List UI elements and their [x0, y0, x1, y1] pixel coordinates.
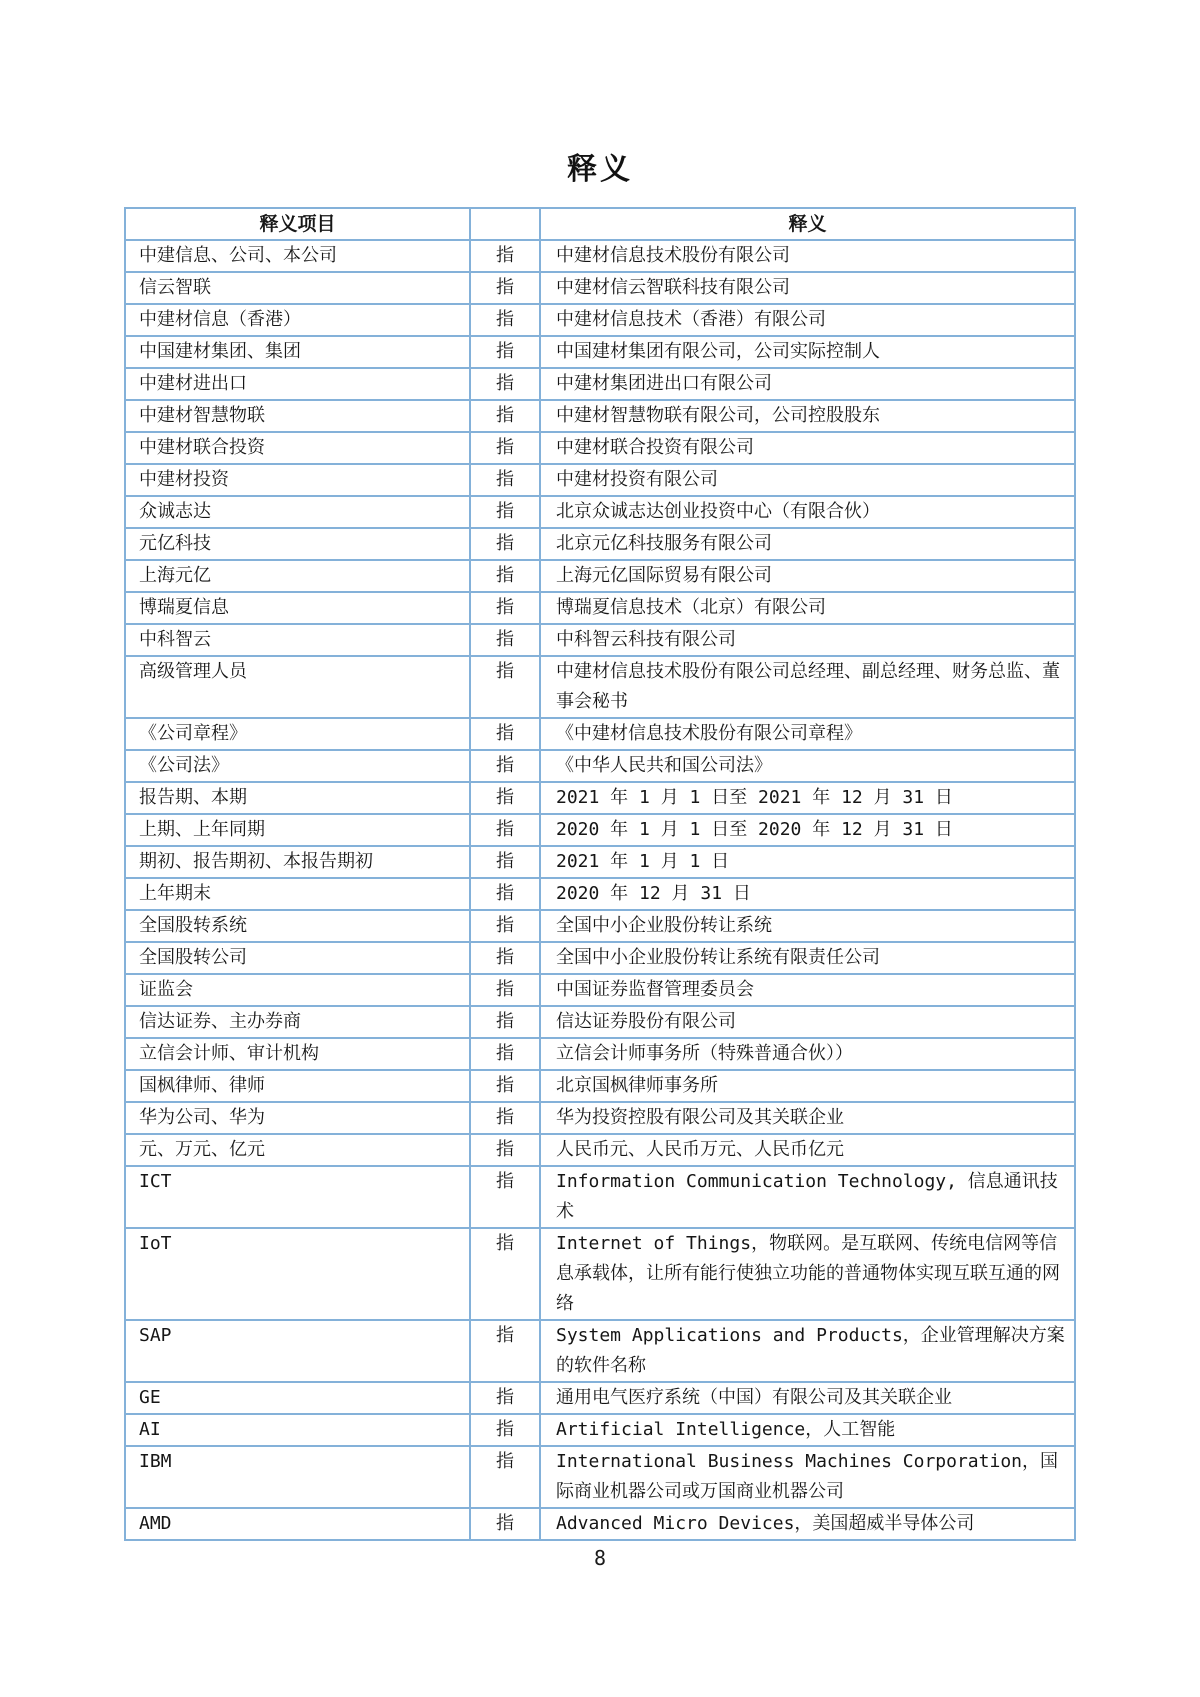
definition-indicator-cell: 指 [470, 1382, 540, 1414]
definition-term-cell: 元、万元、亿元 [125, 1134, 470, 1166]
table-row [125, 1166, 1075, 1228]
definition-indicator-cell: 指 [470, 1508, 540, 1540]
definition-text-cell: 中建材集团进出口有限公司 [540, 368, 1075, 400]
definition-indicator-cell: 指 [470, 560, 540, 592]
definition-term-cell: 上年期末 [125, 878, 470, 910]
definition-term-cell: 中建材联合投资 [125, 432, 470, 464]
definition-indicator-cell: 指 [470, 496, 540, 528]
definition-indicator-cell: 指 [470, 1134, 540, 1166]
definition-text-cell: 华为投资控股有限公司及其关联企业 [540, 1102, 1075, 1134]
definition-text-cell: 中国建材集团有限公司，公司实际控制人 [540, 336, 1075, 368]
definition-indicator-cell: 指 [470, 750, 540, 782]
table-row [125, 560, 1075, 592]
definition-indicator-cell: 指 [470, 878, 540, 910]
definition-term-cell: IoT [125, 1228, 470, 1320]
table-row [125, 1508, 1075, 1540]
table-row [125, 1382, 1075, 1414]
definition-indicator-cell: 指 [470, 1038, 540, 1070]
definition-term-cell: 众诚志达 [125, 496, 470, 528]
definition-term-cell: 中科智云 [125, 624, 470, 656]
definition-indicator-cell: 指 [470, 464, 540, 496]
definition-indicator-cell: 指 [470, 1320, 540, 1382]
definition-indicator-cell: 指 [470, 240, 540, 272]
definition-term-cell: AI [125, 1414, 470, 1446]
definition-term-cell: 中建材投资 [125, 464, 470, 496]
definition-text-cell: 2021 年 1 月 1 日 [540, 846, 1075, 878]
definition-text-cell: 2021 年 1 月 1 日至 2021 年 12 月 31 日 [540, 782, 1075, 814]
definition-text-cell: 全国中小企业股份转让系统 [540, 910, 1075, 942]
definition-text-cell: 中建材信息技术（香港）有限公司 [540, 304, 1075, 336]
table-row [125, 1006, 1075, 1038]
definition-indicator-cell: 指 [470, 1006, 540, 1038]
table-row [125, 750, 1075, 782]
definition-term-cell: 立信会计师、审计机构 [125, 1038, 470, 1070]
definition-text-cell: 2020 年 12 月 31 日 [540, 878, 1075, 910]
definition-text-cell: 通用电气医疗系统（中国）有限公司及其关联企业 [540, 1382, 1075, 1414]
column-header-definition: 释义 [540, 208, 1075, 240]
definition-indicator-cell: 指 [470, 624, 540, 656]
definition-term-cell: 国枫律师、律师 [125, 1070, 470, 1102]
table-row [125, 368, 1075, 400]
definition-indicator-cell: 指 [470, 400, 540, 432]
definition-text-cell: Artificial Intelligence，人工智能 [540, 1414, 1075, 1446]
definition-indicator-cell: 指 [470, 304, 540, 336]
table-row [125, 592, 1075, 624]
definition-term-cell: 全国股转公司 [125, 942, 470, 974]
definition-text-cell: 北京国枫律师事务所 [540, 1070, 1075, 1102]
table-row [125, 1228, 1075, 1320]
table-row [125, 1446, 1075, 1508]
definition-text-cell: Internet of Things，物联网。是互联网、传统电信网等信息承载体，让所有能行使独立功能的普通物体实现互联互通的网络 [540, 1228, 1075, 1320]
table-row [125, 1038, 1075, 1070]
definition-indicator-cell: 指 [470, 1446, 540, 1508]
definition-term-cell: ICT [125, 1166, 470, 1228]
definition-indicator-cell: 指 [470, 718, 540, 750]
table-row [125, 1320, 1075, 1382]
definition-term-cell: 报告期、本期 [125, 782, 470, 814]
table-row [125, 304, 1075, 336]
definition-text-cell: International Business Machines Corporation，国际商业机器公司或万国商业机器公司 [540, 1446, 1075, 1508]
table-row [125, 1102, 1075, 1134]
table-row [125, 272, 1075, 304]
definition-text-cell: 2020 年 1 月 1 日至 2020 年 12 月 31 日 [540, 814, 1075, 846]
definition-term-cell: AMD [125, 1508, 470, 1540]
definition-text-cell: 中科智云科技有限公司 [540, 624, 1075, 656]
definition-text-cell: 博瑞夏信息技术（北京）有限公司 [540, 592, 1075, 624]
definition-indicator-cell: 指 [470, 910, 540, 942]
definition-term-cell: 上期、上年同期 [125, 814, 470, 846]
definition-text-cell: 中国证券监督管理委员会 [540, 974, 1075, 1006]
column-header-item: 释义项目 [125, 208, 470, 240]
definition-text-cell: 中建材信云智联科技有限公司 [540, 272, 1075, 304]
table-row [125, 814, 1075, 846]
table-row [125, 336, 1075, 368]
definition-term-cell: 《公司法》 [125, 750, 470, 782]
definition-indicator-cell: 指 [470, 592, 540, 624]
definition-indicator-cell: 指 [470, 432, 540, 464]
definition-term-cell: 元亿科技 [125, 528, 470, 560]
table-row [125, 624, 1075, 656]
definition-term-cell: 高级管理人员 [125, 656, 470, 718]
definition-text-cell: 《中建材信息技术股份有限公司章程》 [540, 718, 1075, 750]
definition-indicator-cell: 指 [470, 528, 540, 560]
definition-term-cell: GE [125, 1382, 470, 1414]
definition-text-cell: 中建材智慧物联有限公司，公司控股股东 [540, 400, 1075, 432]
definition-term-cell: 上海元亿 [125, 560, 470, 592]
table-row [125, 782, 1075, 814]
table-row [125, 1414, 1075, 1446]
definition-term-cell: IBM [125, 1446, 470, 1508]
table-row [125, 432, 1075, 464]
table-row [125, 240, 1075, 272]
definition-term-cell: 中建材信息（香港） [125, 304, 470, 336]
table-row [125, 656, 1075, 718]
definition-text-cell: 中建材联合投资有限公司 [540, 432, 1075, 464]
table-row [125, 942, 1075, 974]
table-header-row [125, 208, 1075, 240]
definition-term-cell: 博瑞夏信息 [125, 592, 470, 624]
page-title: 释义 [567, 152, 633, 187]
definition-indicator-cell: 指 [470, 1166, 540, 1228]
table-row [125, 974, 1075, 1006]
table-row [125, 400, 1075, 432]
column-header-mid [470, 208, 540, 240]
table-row [125, 464, 1075, 496]
definition-text-cell: 立信会计师事务所（特殊普通合伙）） [540, 1038, 1075, 1070]
definition-text-cell: Advanced Micro Devices，美国超威半导体公司 [540, 1508, 1075, 1540]
definition-text-cell: 人民币元、人民币万元、人民币亿元 [540, 1134, 1075, 1166]
definition-indicator-cell: 指 [470, 272, 540, 304]
page-number: 8 [593, 1546, 607, 1570]
definition-term-cell: 《公司章程》 [125, 718, 470, 750]
definitions-table [124, 207, 1076, 1541]
table-row [125, 718, 1075, 750]
definition-indicator-cell: 指 [470, 336, 540, 368]
definition-indicator-cell: 指 [470, 1102, 540, 1134]
definition-term-cell: SAP [125, 1320, 470, 1382]
table-row [125, 528, 1075, 560]
definition-text-cell: 中建材信息技术股份有限公司总经理、副总经理、财务总监、董事会秘书 [540, 656, 1075, 718]
definition-indicator-cell: 指 [470, 368, 540, 400]
definition-text-cell: 全国中小企业股份转让系统有限责任公司 [540, 942, 1075, 974]
definition-text-cell: 中建材投资有限公司 [540, 464, 1075, 496]
definition-text-cell: 《中华人民共和国公司法》 [540, 750, 1075, 782]
definition-indicator-cell: 指 [470, 814, 540, 846]
definition-term-cell: 期初、报告期初、本报告期初 [125, 846, 470, 878]
definition-indicator-cell: 指 [470, 1414, 540, 1446]
definition-term-cell: 华为公司、华为 [125, 1102, 470, 1134]
table-row [125, 1070, 1075, 1102]
definition-term-cell: 证监会 [125, 974, 470, 1006]
table-row [125, 878, 1075, 910]
definition-indicator-cell: 指 [470, 942, 540, 974]
table-row [125, 496, 1075, 528]
definition-text-cell: 信达证券股份有限公司 [540, 1006, 1075, 1038]
definition-term-cell: 中建材智慧物联 [125, 400, 470, 432]
definition-term-cell: 中建材进出口 [125, 368, 470, 400]
definition-indicator-cell: 指 [470, 1228, 540, 1320]
definition-indicator-cell: 指 [470, 656, 540, 718]
definition-term-cell: 信云智联 [125, 272, 470, 304]
definition-text-cell: 北京元亿科技服务有限公司 [540, 528, 1075, 560]
definition-term-cell: 信达证券、主办券商 [125, 1006, 470, 1038]
definition-text-cell: System Applications and Products，企业管理解决方案的软件名称 [540, 1320, 1075, 1382]
definition-text-cell: 中建材信息技术股份有限公司 [540, 240, 1075, 272]
definition-term-cell: 中国建材集团、集团 [125, 336, 470, 368]
definition-indicator-cell: 指 [470, 1070, 540, 1102]
definition-text-cell: 上海元亿国际贸易有限公司 [540, 560, 1075, 592]
definition-text-cell: 北京众诚志达创业投资中心（有限合伙） [540, 496, 1075, 528]
definition-indicator-cell: 指 [470, 846, 540, 878]
definition-term-cell: 中建信息、公司、本公司 [125, 240, 470, 272]
table-row [125, 910, 1075, 942]
definition-indicator-cell: 指 [470, 974, 540, 1006]
table-row [125, 846, 1075, 878]
table-row [125, 1134, 1075, 1166]
definition-text-cell: Information Communication Technology, 信息通讯技术 [540, 1166, 1075, 1228]
definition-indicator-cell: 指 [470, 782, 540, 814]
definition-term-cell: 全国股转系统 [125, 910, 470, 942]
